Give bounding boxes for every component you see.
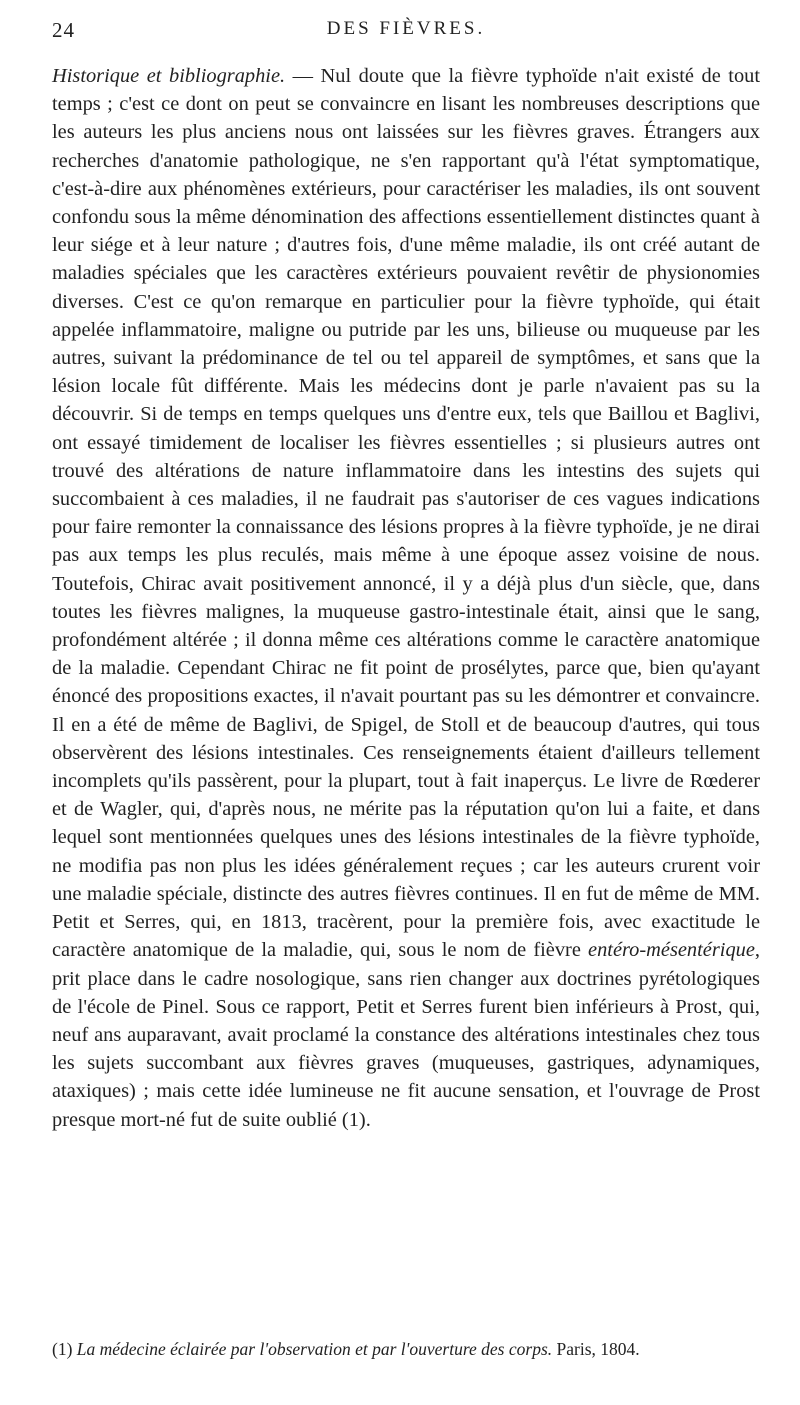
section-heading: Historique et bibliographie. (52, 65, 286, 87)
running-head (52, 18, 760, 48)
footnote-marker: (1) (52, 1339, 77, 1359)
footnote (52, 1337, 760, 1361)
body-text-part-2: , prit place dans le cadre nosologique, sans rien changer aux doctrines pyrétologiques de l'école de Pinel. Sous ce rapport, Petit et Serres furent bien inférieurs à Prost, qui, neuf ans auparavant, avait proclamé la constance des altérations intestinales chez tous les sujets succombant aux fièvres graves (muqueuses, gastriques, adynamiques, ataxiques) ; mais cette idée lumineuse ne fit aucune sensation, et l'ouvrage de Prost presque mort-né fut de suite oublié (1). (52, 939, 760, 1131)
italic-term: entéro-mésentérique (588, 939, 755, 962)
body-text-part-1: — Nul doute que la fièvre typhoïde n'ait existé de tout temps ; c'est ce dont on peut se convaincre en lisant les nombreuses descriptions que les auteurs les plus anciens nous ont laissées sur les fièvres graves. Étrangers aux recherches d'anatomie pathologique, ne s'en rapportant qu'à l'état symptomatique, c'est-à-dire aux phénomènes extérieurs, pour caractériser les maladies, ils ont souvent confondu sous la même dénomination des affections essentiellement distinctes quant à leur siége et à leur nature ; d'autres fois, d'une même maladie, ils ont créé autant de maladies spéciales que les caractères extérieurs pouvaient revêtir de physionomies diverses. C'est ce qu'on remarque en particulier pour la fièvre typhoïde, qui était appelée inflammatoire, maligne ou putride par les uns, bilieuse ou muqueuse par les autres, suivant la prédominance de tel ou tel appareil de symptômes, et sans que la lésion locale fût différente. Mais les médecins dont je parle n'avaient pas su la découvrir. Si de temps en temps quelques uns d'entre eux, tels que Baillou et Baglivi, ont essayé timidement de localiser les fièvres essentielles ; si plusieurs autres ont trouvé des altérations de nature inflammatoire dans les intestins des sujets qui succombaient à ces maladies, il ne faudrait pas s'autoriser de ces vagues indications pour faire remonter la connaissance des lésions propres à la fièvre typhoïde, je ne dirai pas aux temps les plus reculés, mais même à une époque assez voisine de nous. Toutefois, Chirac avait positivement annoncé, il y a déjà plus d'un siècle, que, dans toutes les fièvres malignes, la muqueuse gastro-intestinale était, ainsi que le sang, profondément altérée ; il donna même ces altérations comme le caractère anatomique de la maladie. Cependant Chirac ne fit point de prosélytes, parce que, bien qu'ayant énoncé des propositions exactes, il n'avait pourtant pas su les démontrer et convaincre. Il en a été de même de Baglivi, de Spigel, de Stoll et de beaucoup d'autres, qui tous observèrent des lésions intestinales. Ces renseignements étaient d'ailleurs tellement incomplets qu'ils passèrent, pour la plupart, tout à fait inaperçus. Le livre de Rœderer et de Wagler, qui, d'après nous, ne mérite pas la réputation qu'on lui a faite, et dans lequel sont mentionnées quelques unes des lésions intestinales de la fièvre typhoïde, ne modifia pas non plus les idées généralement reçues ; car les auteurs crurent voir une maladie spéciale, distincte des autres fièvres continues. Il en fut de même de MM. Petit et Serres, qui, en 1813, tracèrent, pour la première fois, avec exactitude le caractère anatomique de la maladie, qui, sous le nom de fièvre (52, 65, 761, 962)
page-number: 24 (52, 18, 75, 42)
footnote-citation: Paris, 1804. (552, 1339, 640, 1359)
body-paragraph (52, 62, 760, 1134)
running-title: DES FIÈVRES. (326, 18, 486, 39)
footnote-title: La médecine éclairée par l'observation et par l'ouverture des corps. (76, 1339, 553, 1359)
